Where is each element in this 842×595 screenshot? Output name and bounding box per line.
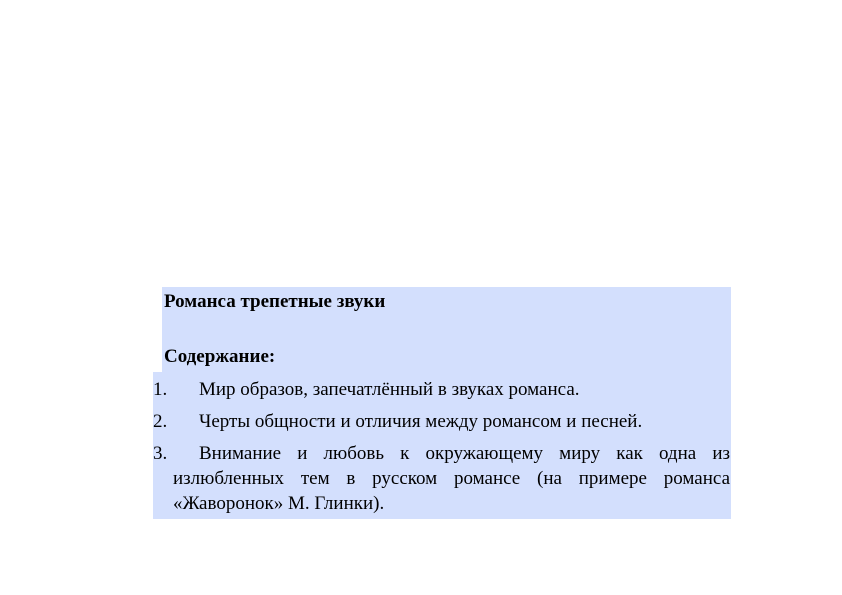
list-item-number: 3. (153, 443, 168, 464)
contents-heading: Содержание: (164, 346, 276, 367)
list-item (153, 377, 730, 402)
list-item-number: 2. (153, 411, 168, 432)
list-item (153, 409, 730, 434)
contents-list (153, 377, 730, 523)
list-item-text: Мир образов, запечатлённый в звуках романса. (199, 379, 580, 400)
list-item-number: 1. (153, 379, 168, 400)
list-item-text: Черты общности и отличия между романсом и песней. (199, 411, 643, 432)
list-item (153, 441, 730, 516)
list-item-text: Внимание и любовь к окружающему миру как одна из излюбленных тем в русском романсе (на примере романса «Жаворонок» М. Глинки). (173, 443, 730, 514)
document-title: Романса трепетные звуки (164, 291, 386, 312)
